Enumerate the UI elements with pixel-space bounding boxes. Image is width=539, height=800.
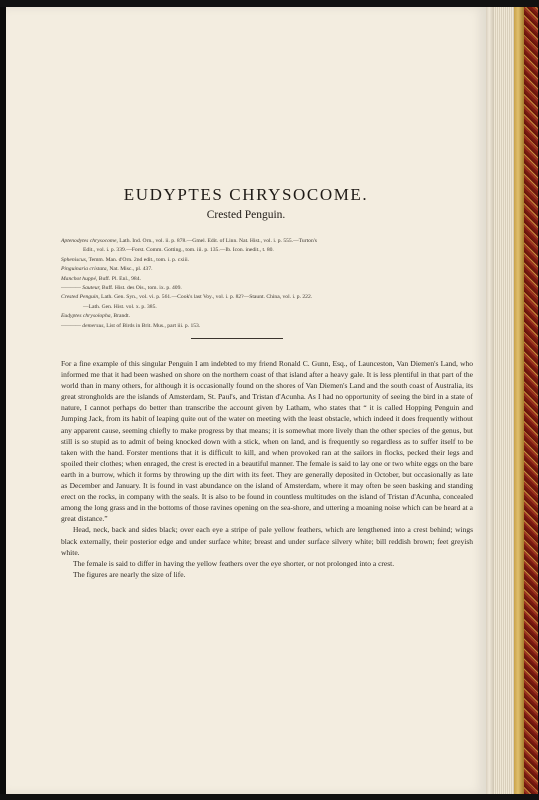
synonymy-entry xyxy=(61,256,461,265)
gutter-shadow xyxy=(486,7,494,794)
synonymy-reference: Edit., vol. i. p. 339.—Forst. Comm. Gotting., tom. iii. p. 135.—Ib. Icon. inedit., t. 80. xyxy=(83,247,274,254)
synonymy-reference: Brandt. xyxy=(111,313,130,320)
synonymy-name: ———— demersus, xyxy=(61,322,105,329)
page xyxy=(6,7,486,794)
synonymy-reference: Lath. Ind. Orn., vol. ii. p. 878.—Gmel. Edit. of Linn. Nat. Hist., vol. i. p. 555.—Turton's xyxy=(117,238,317,244)
synonymy-reference: Lath. Gen. Syn., vol. vi. p. 561.—Cook's last Voy., vol. i. p. 82?—Staunt. China, vol. i. p. 222. xyxy=(99,294,313,301)
synonymy-entry xyxy=(61,312,461,321)
body-paragraph: For a fine example of this singular Penguin I am indebted to my friend Ronald C. Gunn, Esq., of Launceston, Van Diemen's Land, who informed me that it had been washed on shore on the northern coast of that island after a heavy gale. It is less plentiful in that part of the world than in many others, for although it is occasionally found on the shores of Van Diemen's Land and the south coast of Australia, its great strongholds are the islands of Amsterdam, St. Paul's, and Tristan d'Acunha. As I had no opportunity of seeing the bird in a state of nature, I cannot perhaps do better than transcribe the account given by Latham, who states that “ it is called Hopping Penguin and Jumping Jack, from its habit of leaping quite out of the water on meeting with the least obstacle, which indeed it does frequently without any apparent cause, seeming chiefly to make progress by that means; it is somewhat more lively than the other species of the genus, but still is so stupid as to admit of being knocked down with a stick, when on land, and is frequently so regardless as to suffer itself to be taken with the hand. Forster mentions that it is difficult to kill, and when provoked ran at the sailors in flocks, pecked their legs and spoiled their clothes; when enraged, the crest is erected in a beautiful manner. The female is said to lay one or two white eggs on the bare earth in a burrow, which it forms by throwing up the dirt with its feet. They are generally deposited in October, but occasionally as late as December and January. It is found in vast abundance on the island of Amsterdam, where it may often be seen basking and standing erect on the rocks, in company with the seals. It is also to be found in countless multitudes on the island of Tristan d'Acunha, concealed among the long grass and in the bottoms of those ravines opening on the sea-shore, and uttering a moaning noise which can be heard at a great distance.” xyxy=(61,359,473,524)
top-background xyxy=(0,0,539,7)
synonymy-name: Crested Penguin, xyxy=(61,294,100,301)
bottom-background xyxy=(0,794,539,800)
synonymy-entry xyxy=(61,303,461,312)
synonymy-name: Aptenodytes chrysocome, xyxy=(61,238,118,244)
synonymy-name: Eudyptes chrysolopha, xyxy=(61,313,112,320)
body-paragraph: The female is said to differ in having the yellow feathers over the eye shorter, or not prolonged into a crest. xyxy=(73,558,395,568)
synonymy-name: ———— Sauteur, xyxy=(61,285,101,292)
synonymy-reference: —Lath. Gen. Hist. vol. x. p. 385. xyxy=(83,303,157,310)
synonymy-name: Spheniscus, xyxy=(61,256,88,263)
synonymy-reference: Buff. Pl. Enl., 984. xyxy=(97,275,141,282)
synonymy-list xyxy=(61,237,461,331)
synonymy-name: Pinguinaria cristata, xyxy=(61,266,108,273)
synonymy-entry xyxy=(61,322,461,331)
synonymy-entry xyxy=(61,265,461,274)
synonymy-entry xyxy=(61,237,461,246)
synonymy-reference: Nat. Misc., pl. 437. xyxy=(107,266,153,273)
gilt-edge xyxy=(514,7,524,794)
body-text xyxy=(61,358,473,580)
divider-rule xyxy=(191,338,283,339)
page-edges xyxy=(494,7,514,794)
synonymy-reference: Temm. Man. d'Orn. 2nd edit., tom. i. p. cxiii. xyxy=(87,256,190,263)
page-title: EUDYPTES CHRYSOCOME. xyxy=(123,185,369,204)
body-paragraph: The figures are nearly the size of life. xyxy=(73,569,186,579)
synonymy-entry xyxy=(61,246,461,255)
body-paragraph: Head, neck, back and sides black; over each eye a stripe of pale yellow feathers, which are lengthened into a crest behind; wings black externally, their posterior edge and under surface white; breast and under surface silvery white; bill reddish brown; feet greyish white. xyxy=(61,525,473,557)
synonymy-entry xyxy=(61,293,461,302)
synonymy-reference: List of Birds in Brit. Mus., part iii. p. 153. xyxy=(104,322,201,329)
synonymy-entry xyxy=(61,284,461,293)
marbled-cover-edge xyxy=(524,7,538,794)
page-subtitle: Crested Penguin. xyxy=(206,209,286,221)
synonymy-name: Manchot huppé, xyxy=(61,275,98,282)
synonymy-reference: Buff. Hist. des Ois., tom. ix. p. 409. xyxy=(100,285,182,292)
synonymy-entry xyxy=(61,275,461,284)
